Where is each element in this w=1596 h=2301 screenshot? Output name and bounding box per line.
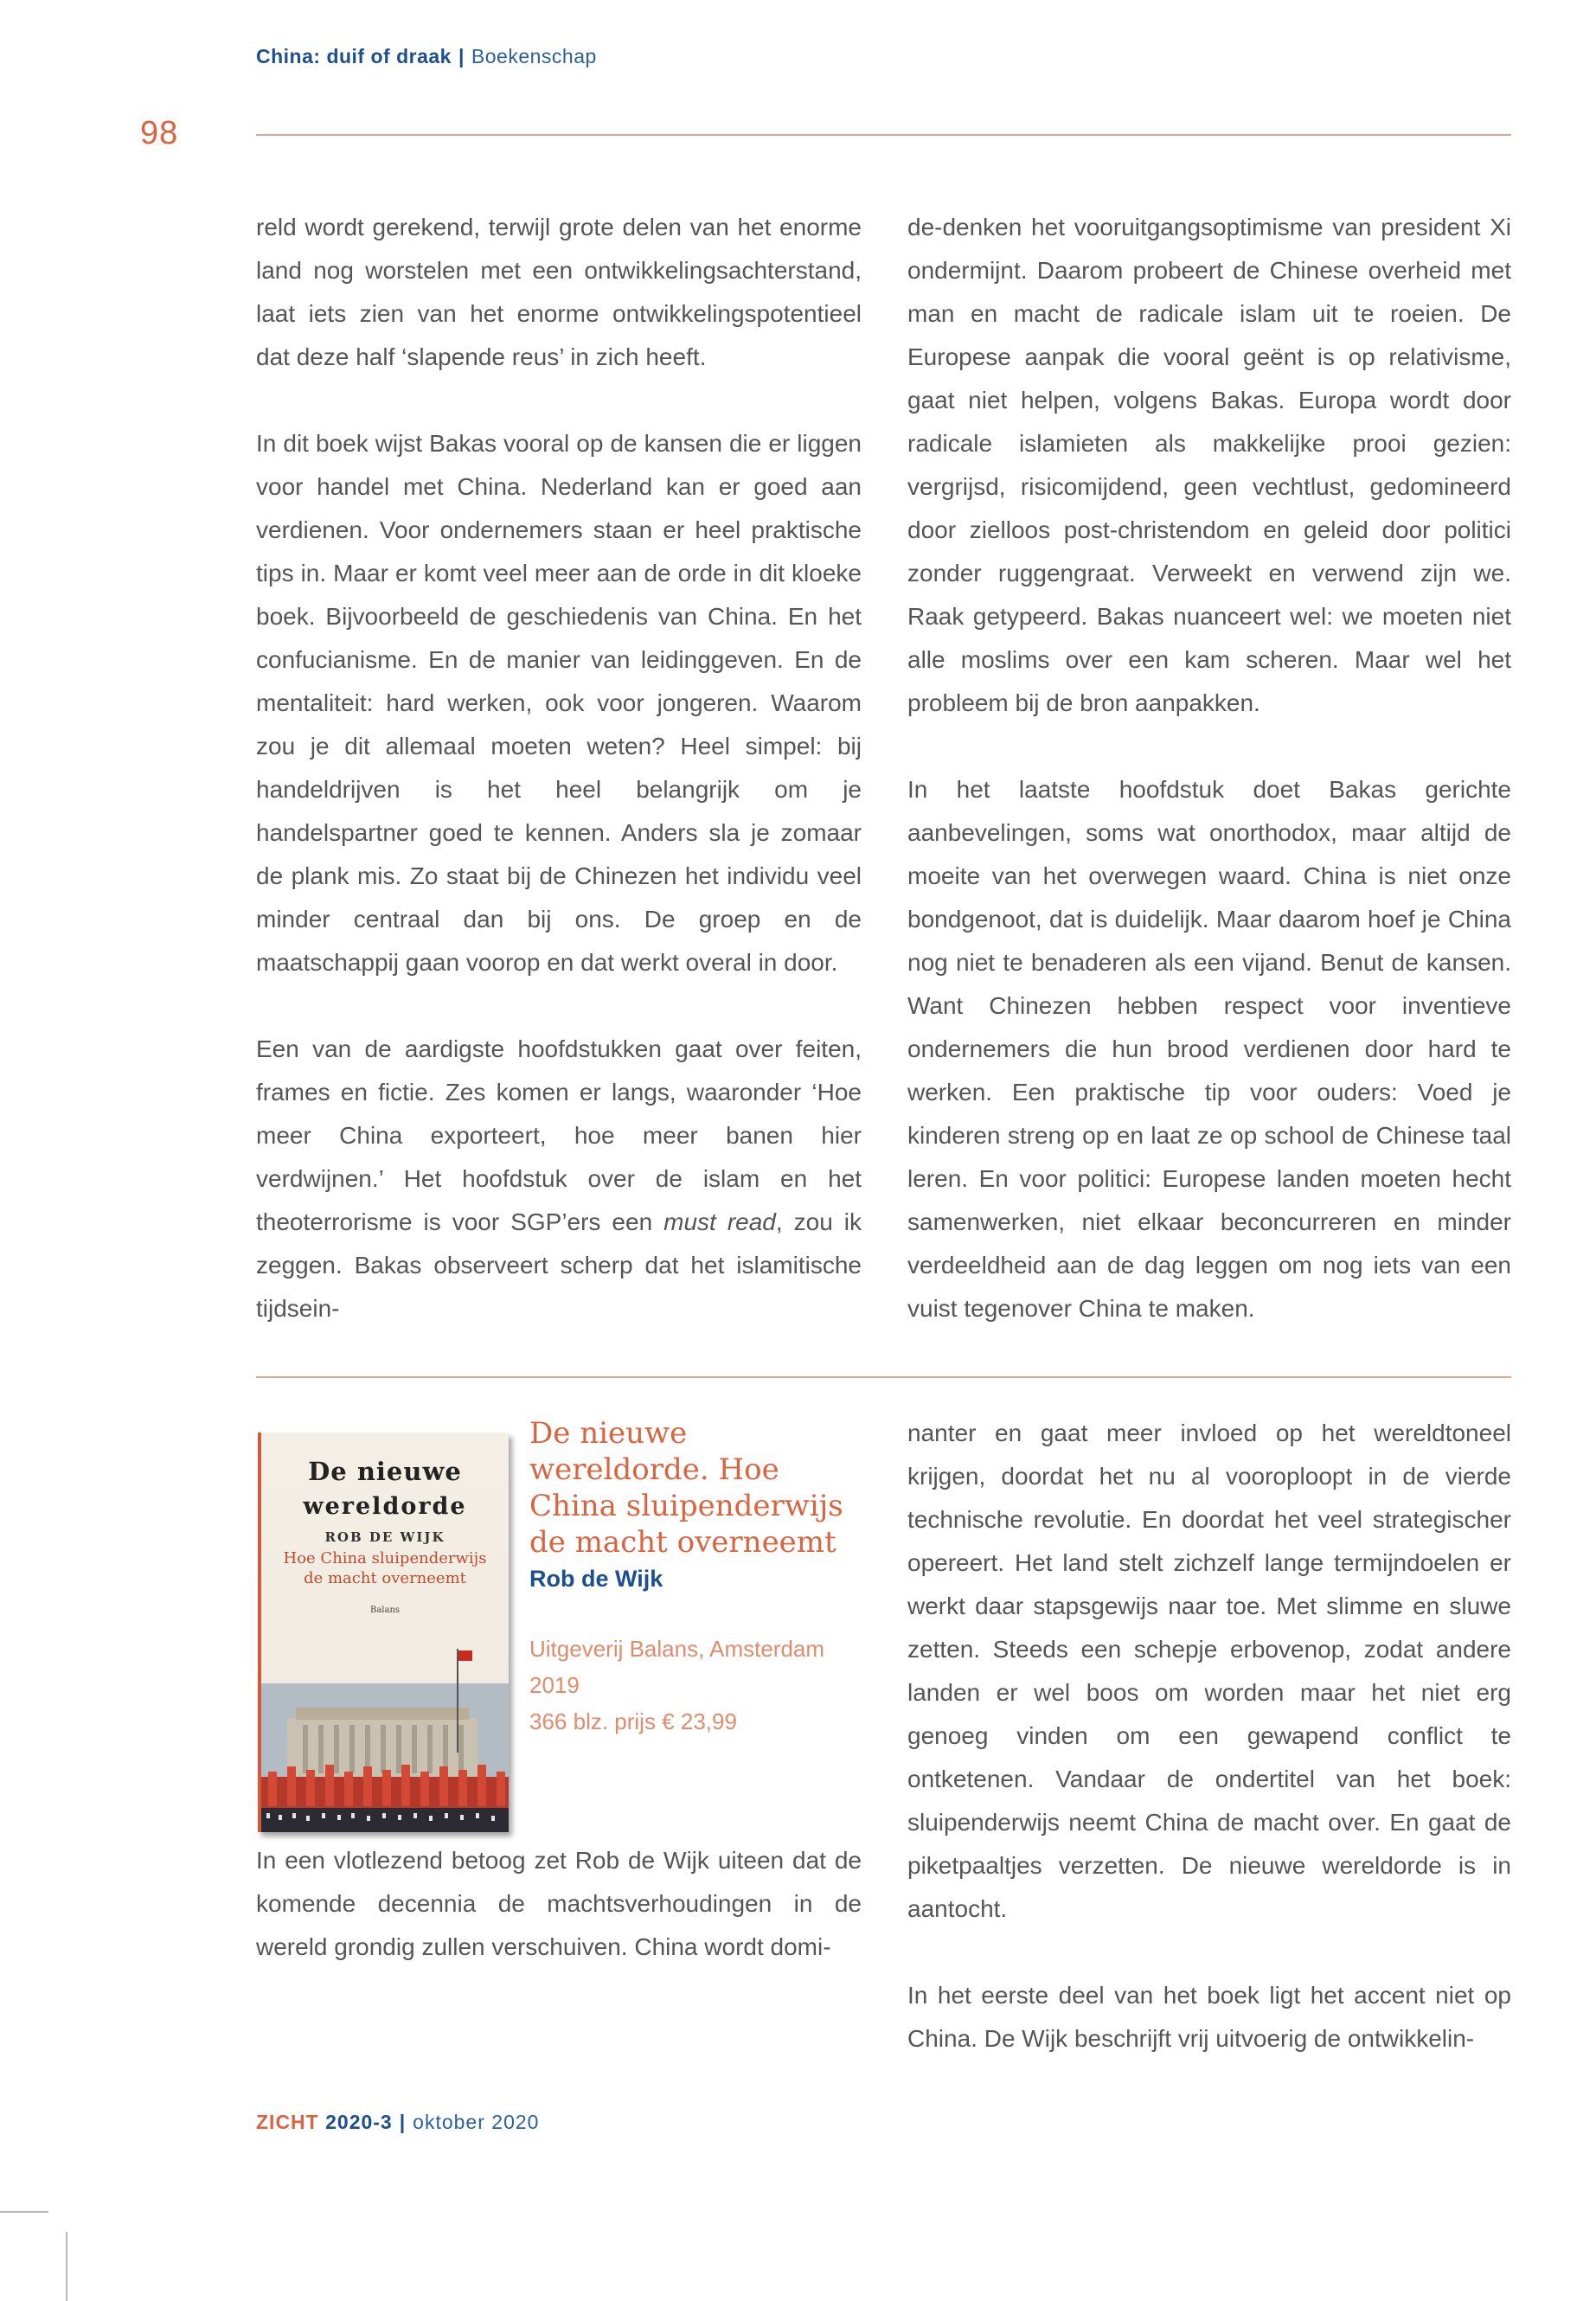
- review1-left-column: [256, 206, 862, 1330]
- footer-separator: |: [399, 2111, 407, 2133]
- book-cover-image: [258, 1433, 509, 1832]
- book-year: 2019: [529, 1672, 580, 1698]
- review1-p3-text-before: Een van de aardigste hoofdstukken gaat over feiten, frames en fictie. Zes komen er langs, waaronder ‘Hoe meer China exporteert, hoe meer banen hier verdwijnen.’ Het hoofdstuk over de islam en het theoterrorisme is voor SGP’ers een: [256, 1035, 862, 1235]
- cover-author: ROB DE WIJK: [324, 1529, 445, 1545]
- footer-date: oktober 2020: [413, 2111, 540, 2133]
- review2-right-column: [907, 1412, 1511, 2061]
- running-header: [256, 45, 597, 68]
- section-divider: [256, 1376, 1511, 1378]
- cover-publisher: Balans: [369, 1606, 401, 1615]
- book-title: De nieuwe wereldorde. Hoe China sluipenderwijs de macht overneemt: [529, 1416, 843, 1560]
- footer-magazine: ZICHT: [256, 2111, 319, 2133]
- review2-right-paragraph-2: In het eerste deel van het boek ligt het accent niet op China. De Wijk beschrijft vrij uitvoerig de ontwikkelin-: [907, 1982, 1511, 2052]
- book-info: [529, 1415, 875, 1740]
- running-footer: [256, 2111, 539, 2134]
- cover-photo: [261, 1433, 509, 1832]
- review1-left-paragraph-1: reld wordt gerekend, terwijl grote delen van het enorme land nog worstelen met een ontwikkelingsachterstand, laat iets zien van het enorme ontwikkelingspotentieel dat deze half ‘slapende reus’ in zich heeft.: [256, 214, 862, 370]
- book-details: 366 blz. prijs € 23,99: [529, 1708, 737, 1734]
- cover-title-line2: wereldorde: [303, 1493, 467, 1520]
- review1-p3-text-after: , zou ik zeggen. Bakas observeert scherp dat het islamitische tijdsein-: [256, 1208, 862, 1322]
- review1-p3-emphasis: must read: [663, 1208, 776, 1235]
- book-publisher: Uitgeverij Balans, Amsterdam: [529, 1636, 825, 1662]
- header-section: Boekenschap: [471, 45, 597, 67]
- review2-left-paragraph-1: In een vlotlezend betoog zet Rob de Wijk uiteen dat de komende decennia de machtsverhoudingen in de wereld grondig zullen verschuiven. China wordt domi-: [256, 1847, 862, 1960]
- review1-right-paragraph-1: de-denken het vooruitgangsoptimisme van president Xi ondermijnt. Daarom probeert de Chinese overheid met man en macht de radicale islam uit te roeien. De Europese aanpak die vooral geënt is op relativisme, gaat niet helpen, volgens Bakas. Europa wordt door radicale islamieten als makkelijke prooi gezien: vergrijsd, risicomijdend, geen vechtlust, gedomineerd door zielloos post-christendom en geleid door politici zonder ruggengraat. Verweekt en verwend zijn we. Raak getypeerd. Bakas nuanceert wel: we moeten niet alle moslims over een kam scheren. Maar wel het probleem bij de bron aanpakken.: [907, 214, 1511, 716]
- review1-right-paragraph-2: In het laatste hoofdstuk doet Bakas gerichte aanbevelingen, soms wat onorthodox, maar altijd de moeite van het overwegen waard. China is niet onze bondgenoot, dat is duidelijk. Maar daarom hoef je China nog niet te benaderen als een vijand. Benut de kansen. Want Chinezen hebben respect voor inventieve ondernemers die hun brood verdienen door hard te werken. Een praktische tip voor ouders: Voed je kinderen streng op en laat ze op school de Chinese taal leren. En voor politici: Europese landen moeten hecht samenwerken, niet elkaar beconcurreren en minder verdeeldheid aan de dag leggen om nog iets van een vuist tegenover China te maken.: [907, 776, 1511, 1322]
- review2-right-paragraph-1: nanter en gaat meer invloed op het wereldtoneel krijgen, doordat het nu al vooroploopt in de vierde technische revolutie. En doordat het veel strategischer opereert. Het land stelt zichzelf lange termijndoelen er werkt daar stapsgewijs naar toe. Met slimme en sluwe zetten. Steeds een schepje erbovenop, zodat andere landen er wel boos om worden maar het niet erg genoeg vinden om een gewapend conflict te ontketenen. Vandaar de ondertitel van het boek: sluipenderwijs neemt China de macht over. En gaat de piketpaaltjes verzetten. De nieuwe wereldorde is in aantocht.: [907, 1420, 1511, 1922]
- crop-mark-horizontal: [0, 2211, 48, 2213]
- header-title: China: duif of draak: [256, 45, 452, 67]
- top-divider: [256, 134, 1511, 136]
- footer-issue: 2020-3: [325, 2111, 393, 2133]
- cover-subtitle-line1: Hoe China sluipenderwijs: [283, 1549, 487, 1567]
- review1-left-paragraph-2: In dit boek wijst Bakas vooral op de kansen die er liggen voor handel met China. Nederland kan er goed aan verdienen. Voor ondernemers staan er heel praktische tips in. Maar er komt veel meer aan de orde in dit kloeke boek. Bijvoorbeeld de geschiedenis van China. En het confucianisme. En de manier van leidinggeven. En de mentaliteit: hard werken, ook voor jongeren. Waarom zou je dit allemaal moeten weten? Heel simpel: bij handeldrijven is het heel belangrijk om je handelspartner goed te kennen. Anders sla je zomaar de plank mis. Zo staat bij de Chinezen het individu veel minder centraal dan bij ons. De groep en de maatschappij gaan voorop en dat werkt overal in door.: [256, 430, 862, 976]
- crop-mark-vertical: [66, 2232, 67, 2301]
- cover-title-line1: De nieuwe: [308, 1457, 462, 1486]
- header-separator: |: [458, 45, 465, 67]
- book-author: Rob de Wijk: [529, 1566, 663, 1592]
- cover-subtitle-line2: de macht overneemt: [304, 1569, 466, 1587]
- review1-right-column: [907, 206, 1511, 1330]
- page-number: 98: [140, 115, 179, 151]
- review2-left-column: [256, 1839, 862, 1969]
- review1-left-paragraph-3: [256, 1028, 862, 1330]
